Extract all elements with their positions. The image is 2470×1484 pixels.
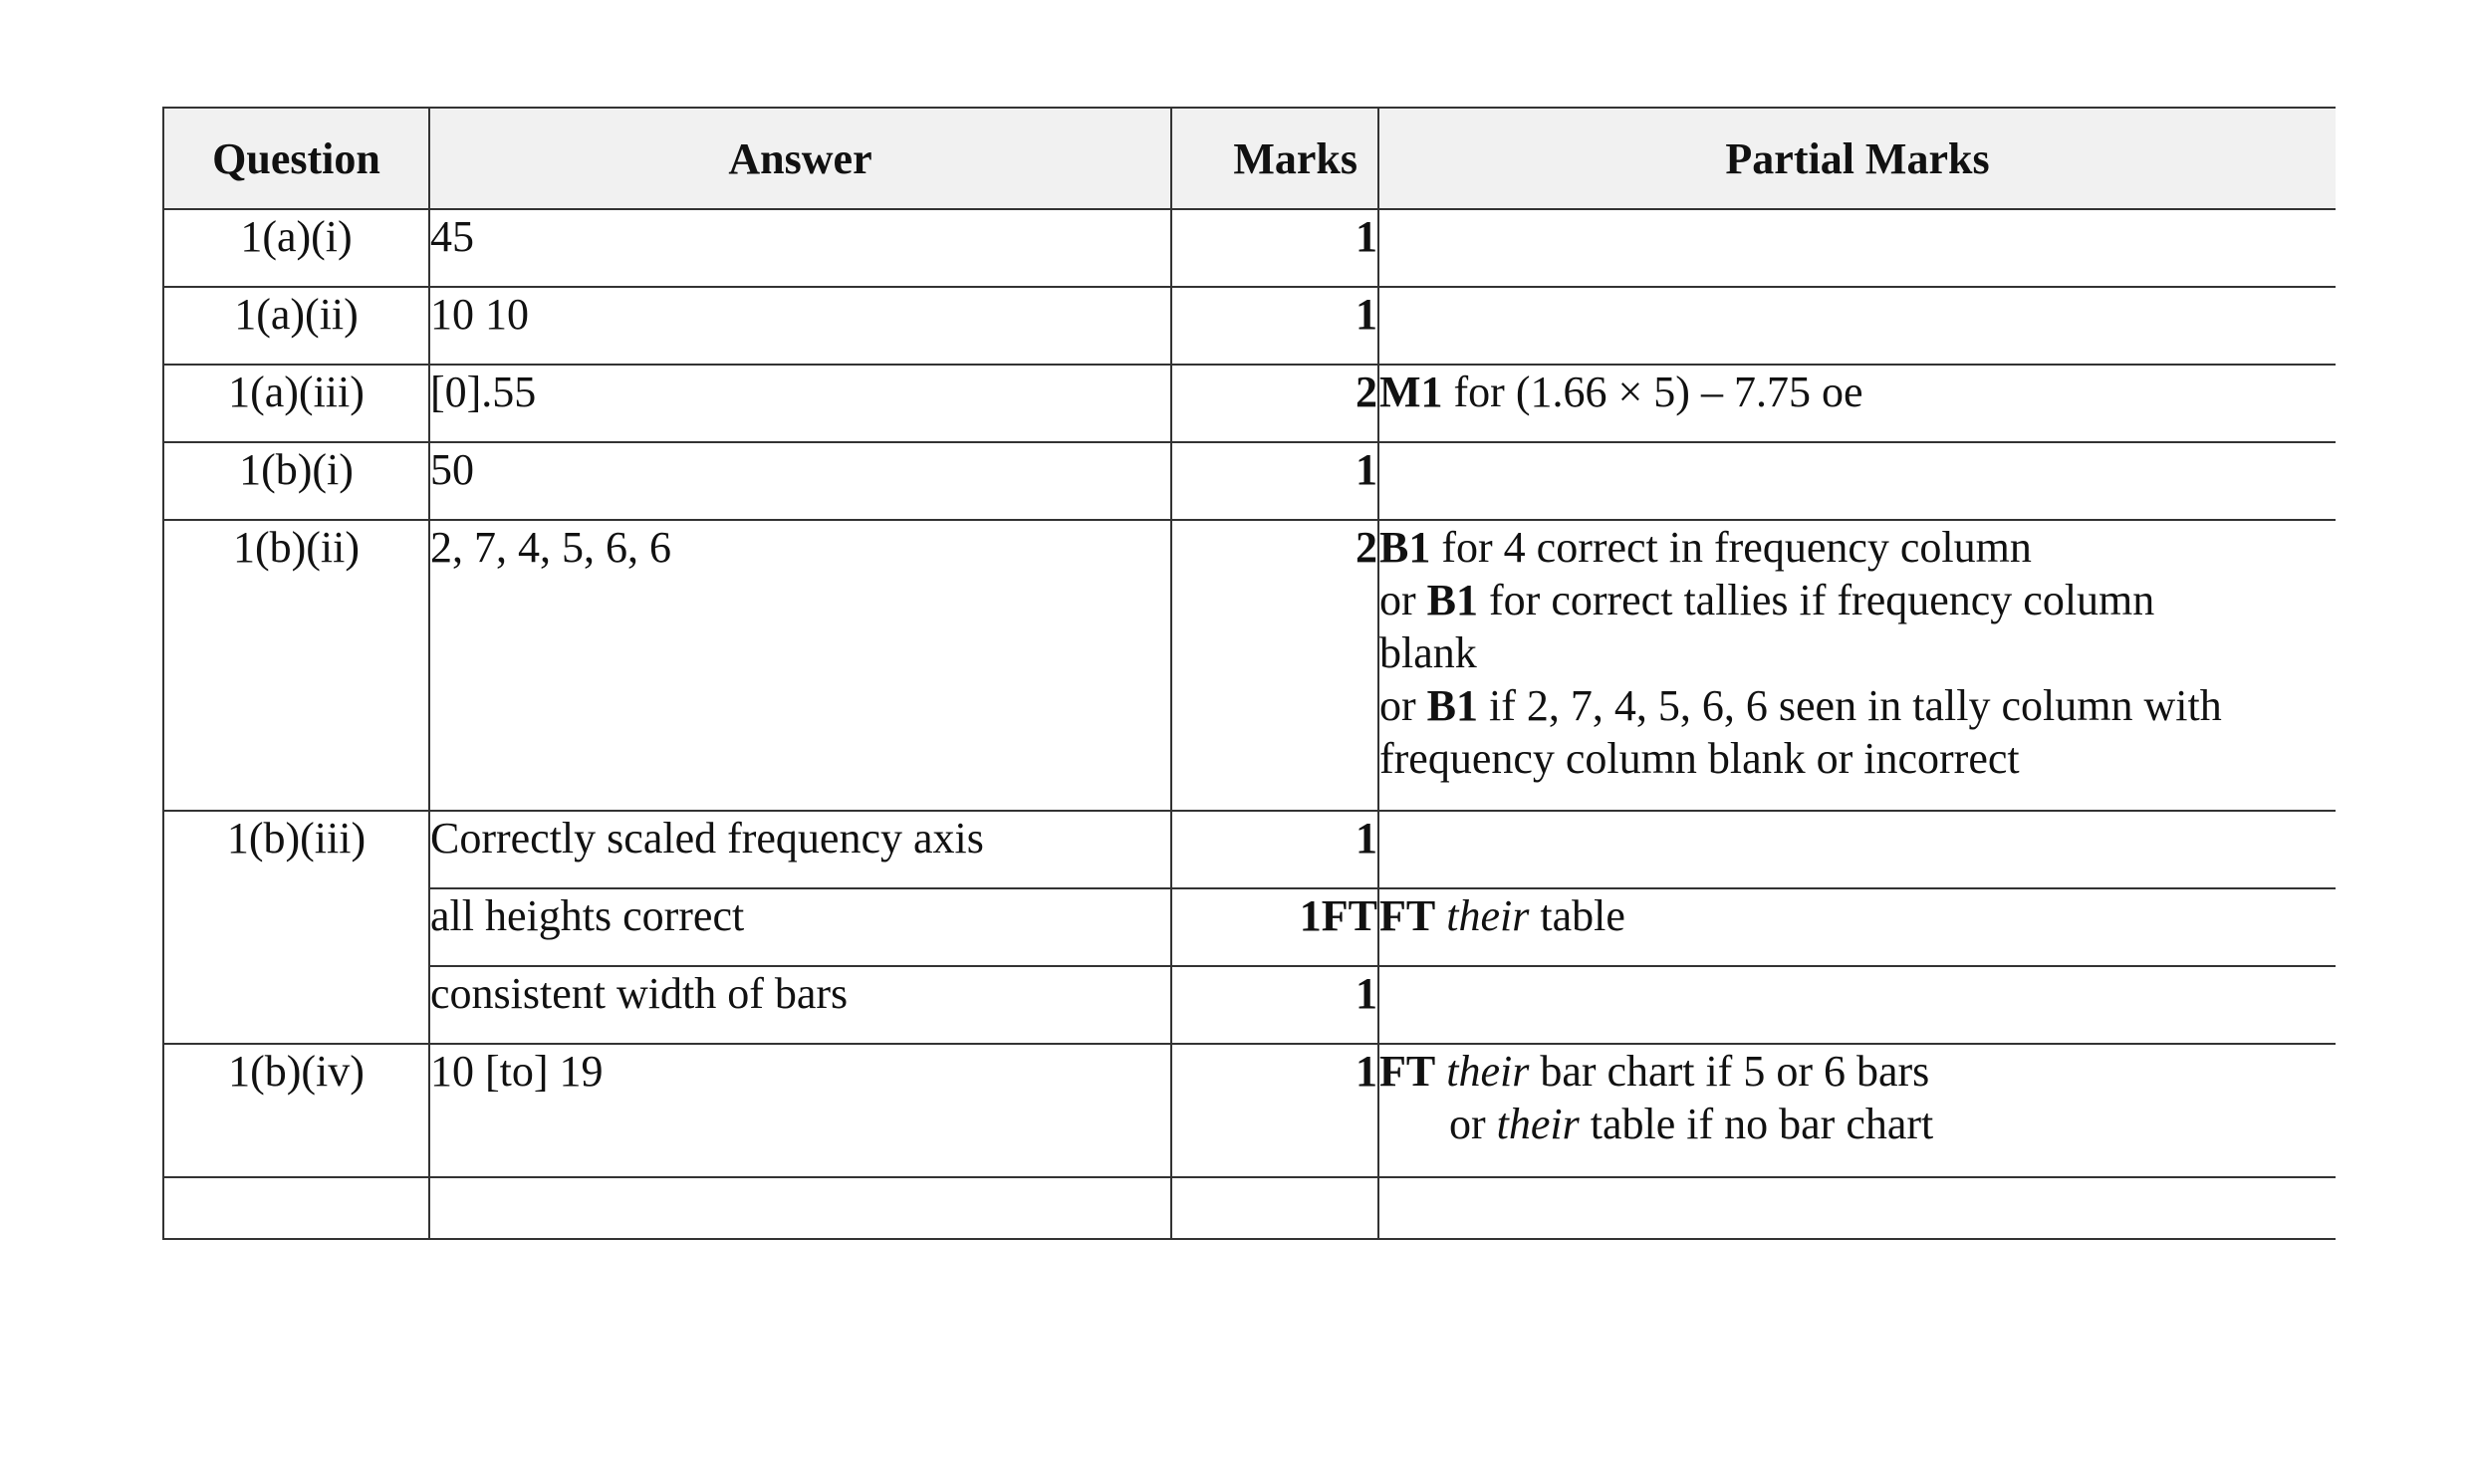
question-cell: 1(b)(iii) xyxy=(163,811,429,1044)
partial-text: for 4 correct in frequency column xyxy=(1430,523,2032,572)
partial-marks-cell xyxy=(1378,365,2336,442)
partial-text: for correct tallies if frequency column xyxy=(1478,576,2155,624)
marks-cell: 2 xyxy=(1171,520,1378,811)
partial-marks-cell xyxy=(1378,209,2336,287)
partial-italic: their xyxy=(1446,1047,1530,1096)
marks-cell: 1 xyxy=(1171,966,1378,1044)
partial-italic: their xyxy=(1446,891,1530,940)
partial-marks-cell xyxy=(1378,811,2336,888)
answer-cell: 10 [to] 19 xyxy=(429,1044,1171,1177)
partial-text: table if no bar chart xyxy=(1579,1100,1934,1148)
partial-marks-cell xyxy=(1378,966,2336,1044)
header-answer: Answer xyxy=(429,108,1171,209)
mark-code: B1 xyxy=(1379,523,1431,572)
answer-cell: 10 10 xyxy=(429,287,1171,365)
partial-italic: their xyxy=(1496,1100,1580,1148)
mark-scheme-page xyxy=(162,107,2336,1424)
marks-cell: 1 xyxy=(1171,209,1378,287)
partial-line xyxy=(1379,574,2336,626)
partial-text: bar chart if 5 or 6 bars xyxy=(1529,1047,1930,1096)
partial-line xyxy=(1379,626,2336,679)
question-cell xyxy=(163,1177,429,1239)
partial-line xyxy=(1379,1098,2336,1150)
mark-code: B1 xyxy=(1426,576,1479,624)
answer-cell: 45 xyxy=(429,209,1171,287)
partial-marks-cell xyxy=(1378,442,2336,520)
partial-marks-cell xyxy=(1378,287,2336,365)
partial-line xyxy=(1379,679,2336,732)
table-row xyxy=(163,1044,2336,1177)
partial-lead: or xyxy=(1449,1100,1497,1148)
mark-scheme-table xyxy=(162,107,2336,1240)
answer-cell: consistent width of bars xyxy=(429,966,1171,1044)
table-row xyxy=(163,520,2336,811)
question-cell: 1(b)(iv) xyxy=(163,1044,429,1177)
mark-code: M1 xyxy=(1379,368,1443,416)
partial-text: for (1.66 × 5) – 7.75 oe xyxy=(1442,368,1863,416)
header-row xyxy=(163,108,2336,209)
table-row xyxy=(163,442,2336,520)
marks-cell: 1 xyxy=(1171,287,1378,365)
table-row xyxy=(163,287,2336,365)
answer-cell xyxy=(429,1177,1171,1239)
table-row-cut-off xyxy=(163,1177,2336,1239)
marks-cell: 2 xyxy=(1171,365,1378,442)
partial-text: frequency column blank or incorrect xyxy=(1379,734,2020,783)
marks-cell: 1 xyxy=(1171,442,1378,520)
marks-cell: 1FT xyxy=(1171,888,1378,966)
table-row xyxy=(163,365,2336,442)
answer-cell: 2, 7, 4, 5, 6, 6 xyxy=(429,520,1171,811)
header-marks: Marks xyxy=(1171,108,1378,209)
mark-code: FT xyxy=(1379,1047,1436,1096)
header-partial-marks: Partial Marks xyxy=(1378,108,2336,209)
partial-lead: or xyxy=(1379,681,1427,730)
partial-text: if 2, 7, 4, 5, 6, 6 seen in tally column with xyxy=(1478,681,2222,730)
partial-marks-cell xyxy=(1378,1044,2336,1177)
question-cell: 1(b)(ii) xyxy=(163,520,429,811)
answer-cell: [0].55 xyxy=(429,365,1171,442)
partial-marks-cell xyxy=(1378,1177,2336,1239)
marks-cell: 1 xyxy=(1171,1044,1378,1177)
answer-cell: all heights correct xyxy=(429,888,1171,966)
header-question: Question xyxy=(163,108,429,209)
table-row xyxy=(163,966,2336,1044)
partial-marks-cell xyxy=(1378,520,2336,811)
question-cell: 1(b)(i) xyxy=(163,442,429,520)
answer-cell: 50 xyxy=(429,442,1171,520)
table-row xyxy=(163,888,2336,966)
partial-line xyxy=(1379,732,2336,785)
marks-cell xyxy=(1171,1177,1378,1239)
partial-lead: or xyxy=(1379,576,1427,624)
partial-line xyxy=(1379,521,2336,574)
answer-cell: Correctly scaled frequency axis xyxy=(429,811,1171,888)
question-cell: 1(a)(ii) xyxy=(163,287,429,365)
table-row xyxy=(163,811,2336,888)
partial-line xyxy=(1379,1045,2336,1098)
partial-marks-cell xyxy=(1378,888,2336,966)
partial-text: table xyxy=(1529,891,1625,940)
question-cell: 1(a)(iii) xyxy=(163,365,429,442)
table-row xyxy=(163,209,2336,287)
mark-code: B1 xyxy=(1426,681,1479,730)
partial-text: blank xyxy=(1379,628,1477,677)
marks-cell: 1 xyxy=(1171,811,1378,888)
question-cell: 1(a)(i) xyxy=(163,209,429,287)
mark-code: FT xyxy=(1379,891,1436,940)
